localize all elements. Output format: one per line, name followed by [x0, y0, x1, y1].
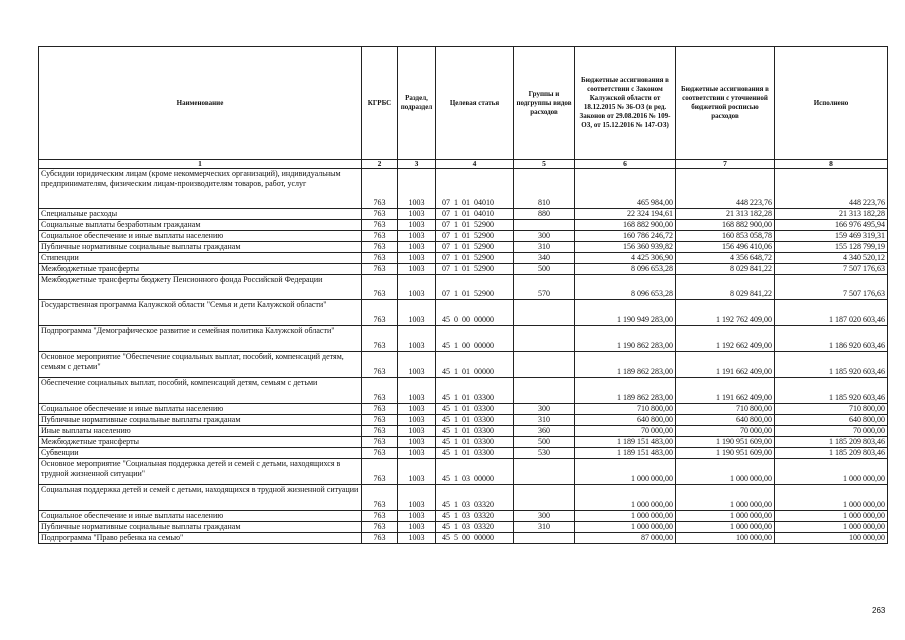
row-revised-allocation: 1 191 662 409,00 — [676, 378, 775, 404]
row-target-article: 07 1 01 04010 — [436, 169, 514, 209]
row-target-article: 45 1 01 03300 — [436, 426, 514, 437]
row-target-article: 45 1 03 00000 — [436, 459, 514, 485]
row-revised-allocation: 1 000 000,00 — [676, 511, 775, 522]
row-target-article: 45 1 01 03300 — [436, 404, 514, 415]
row-revised-allocation: 21 313 182,28 — [676, 209, 775, 220]
row-law-allocation: 1 190 862 283,00 — [575, 326, 676, 352]
header-law-allocations: Бюджетные ассигнования в соответствии с Законом Калужской области от 18.12.2015 № 36-ОЗ (в ред. Законов от 29.08.2016 № 109-ОЗ, от 15.12.2016 № 147-ОЗ) — [575, 47, 676, 160]
row-executed: 640 800,00 — [775, 415, 888, 426]
row-name: Государственная программа Калужской области "Семья и дети Калужской области" — [39, 300, 362, 326]
row-target-article: 45 1 01 03300 — [436, 437, 514, 448]
row-name: Публичные нормативные социальные выплаты гражданам — [39, 415, 362, 426]
header-revised-allocations: Бюджетные ассигнования в соответствии с уточненной бюджетной росписью расходов — [676, 47, 775, 160]
row-expense-group: 340 — [514, 253, 575, 264]
row-kgrbs: 763 — [362, 533, 398, 544]
row-law-allocation: 8 096 653,28 — [575, 275, 676, 300]
row-revised-allocation: 8 029 841,22 — [676, 275, 775, 300]
row-executed: 159 469 319,31 — [775, 231, 888, 242]
row-law-allocation: 4 425 306,90 — [575, 253, 676, 264]
col-number: 7 — [676, 160, 775, 169]
row-expense-group: 500 — [514, 264, 575, 275]
row-name: Обеспечение социальных выплат, пособий, компенсаций детям, семьям с детьми — [39, 378, 362, 404]
row-razdel: 1003 — [398, 448, 436, 459]
row-expense-group: 360 — [514, 426, 575, 437]
row-razdel: 1003 — [398, 169, 436, 209]
row-expense-group: 310 — [514, 522, 575, 533]
row-revised-allocation: 160 853 058,78 — [676, 231, 775, 242]
row-executed: 448 223,76 — [775, 169, 888, 209]
table-row — [39, 459, 888, 485]
col-number: 8 — [775, 160, 888, 169]
row-executed: 1 185 209 803,46 — [775, 437, 888, 448]
row-target-article: 45 1 00 00000 — [436, 326, 514, 352]
row-law-allocation: 160 786 246,72 — [575, 231, 676, 242]
row-razdel: 1003 — [398, 264, 436, 275]
row-name: Иные выплаты населению — [39, 426, 362, 437]
row-executed: 1 186 920 603,46 — [775, 326, 888, 352]
row-revised-allocation: 168 882 900,00 — [676, 220, 775, 231]
table-row — [39, 533, 888, 544]
row-name: Социальное обеспечение и иные выплаты населению — [39, 511, 362, 522]
row-expense-group — [514, 352, 575, 378]
row-expense-group — [514, 459, 575, 485]
table-row — [39, 242, 888, 253]
row-razdel: 1003 — [398, 242, 436, 253]
row-revised-allocation: 1 000 000,00 — [676, 522, 775, 533]
row-expense-group: 310 — [514, 242, 575, 253]
row-revised-allocation: 1 000 000,00 — [676, 459, 775, 485]
row-kgrbs: 763 — [362, 415, 398, 426]
row-executed: 70 000,00 — [775, 426, 888, 437]
row-kgrbs: 763 — [362, 231, 398, 242]
row-revised-allocation: 8 029 841,22 — [676, 264, 775, 275]
row-razdel: 1003 — [398, 415, 436, 426]
table-row — [39, 448, 888, 459]
row-kgrbs: 763 — [362, 220, 398, 231]
row-executed: 100 000,00 — [775, 533, 888, 544]
row-razdel: 1003 — [398, 533, 436, 544]
row-kgrbs: 763 — [362, 264, 398, 275]
table-row — [39, 220, 888, 231]
row-expense-group — [514, 220, 575, 231]
table-row — [39, 522, 888, 533]
row-razdel: 1003 — [398, 209, 436, 220]
row-name: Основное мероприятие "Социальная поддержка детей и семей с детьми, находящихся в трудной жизненной ситуации" — [39, 459, 362, 485]
budget-table — [38, 46, 888, 544]
row-expense-group: 880 — [514, 209, 575, 220]
row-razdel: 1003 — [398, 511, 436, 522]
header-razdel: Раздел, подраздел — [398, 47, 436, 160]
row-target-article: 45 1 01 03300 — [436, 415, 514, 426]
row-revised-allocation: 1 000 000,00 — [676, 485, 775, 511]
row-executed: 21 313 182,28 — [775, 209, 888, 220]
row-executed: 1 185 920 603,46 — [775, 352, 888, 378]
row-expense-group: 530 — [514, 448, 575, 459]
row-razdel: 1003 — [398, 459, 436, 485]
row-expense-group: 500 — [514, 437, 575, 448]
table-row — [39, 275, 888, 300]
row-executed: 1 000 000,00 — [775, 522, 888, 533]
col-number: 3 — [398, 160, 436, 169]
row-target-article: 45 5 00 00000 — [436, 533, 514, 544]
row-law-allocation: 22 324 194,61 — [575, 209, 676, 220]
row-name: Публичные нормативные социальные выплаты гражданам — [39, 522, 362, 533]
row-law-allocation: 1 190 949 283,00 — [575, 300, 676, 326]
page-number: 263 — [872, 606, 886, 615]
table-row — [39, 404, 888, 415]
row-revised-allocation: 1 190 951 609,00 — [676, 437, 775, 448]
row-razdel: 1003 — [398, 522, 436, 533]
col-number: 6 — [575, 160, 676, 169]
row-kgrbs: 763 — [362, 352, 398, 378]
row-target-article: 07 1 01 52900 — [436, 264, 514, 275]
row-kgrbs: 763 — [362, 511, 398, 522]
row-kgrbs: 763 — [362, 426, 398, 437]
row-revised-allocation: 448 223,76 — [676, 169, 775, 209]
row-target-article: 07 1 01 52900 — [436, 253, 514, 264]
table-row — [39, 231, 888, 242]
row-executed: 1 185 209 803,46 — [775, 448, 888, 459]
col-number: 5 — [514, 160, 575, 169]
table-row — [39, 209, 888, 220]
row-name: Специальные расходы — [39, 209, 362, 220]
row-name: Социальное обеспечение и иные выплаты населению — [39, 404, 362, 415]
row-name: Публичные нормативные социальные выплаты гражданам — [39, 242, 362, 253]
table-row — [39, 352, 888, 378]
row-executed: 1 000 000,00 — [775, 485, 888, 511]
row-target-article: 07 1 01 52900 — [436, 275, 514, 300]
row-executed: 1 000 000,00 — [775, 459, 888, 485]
header-kgrbs: КГРБС — [362, 47, 398, 160]
row-executed: 155 128 799,19 — [775, 242, 888, 253]
table-row — [39, 378, 888, 404]
row-name: Межбюджетные трансферты — [39, 264, 362, 275]
row-target-article: 45 1 01 00000 — [436, 352, 514, 378]
row-law-allocation: 465 984,00 — [575, 169, 676, 209]
row-kgrbs: 763 — [362, 459, 398, 485]
header-executed: Исполнено — [775, 47, 888, 160]
header-name: Наименование — [39, 47, 362, 160]
col-number: 4 — [436, 160, 514, 169]
row-kgrbs: 763 — [362, 378, 398, 404]
row-kgrbs: 763 — [362, 275, 398, 300]
row-law-allocation: 640 800,00 — [575, 415, 676, 426]
row-name: Межбюджетные трансферты — [39, 437, 362, 448]
row-target-article: 07 1 01 52900 — [436, 231, 514, 242]
table-row — [39, 300, 888, 326]
row-revised-allocation: 70 000,00 — [676, 426, 775, 437]
row-law-allocation: 87 000,00 — [575, 533, 676, 544]
col-number: 2 — [362, 160, 398, 169]
table-row — [39, 437, 888, 448]
row-revised-allocation: 1 192 762 409,00 — [676, 300, 775, 326]
row-name: Субсидии юридическим лицам (кроме некоммерческих организаций), индивидуальным предпринимателям, физическим лицам-производителям товаров, работ, услуг — [39, 169, 362, 209]
row-executed: 1 187 020 603,46 — [775, 300, 888, 326]
row-target-article: 45 1 03 03320 — [436, 522, 514, 533]
row-razdel: 1003 — [398, 426, 436, 437]
row-expense-group: 810 — [514, 169, 575, 209]
row-executed: 1 185 920 603,46 — [775, 378, 888, 404]
row-law-allocation: 1 000 000,00 — [575, 485, 676, 511]
row-revised-allocation: 156 496 410,06 — [676, 242, 775, 253]
row-executed: 1 000 000,00 — [775, 511, 888, 522]
table-row — [39, 169, 888, 209]
row-razdel: 1003 — [398, 300, 436, 326]
row-razdel: 1003 — [398, 437, 436, 448]
row-expense-group: 300 — [514, 404, 575, 415]
row-razdel: 1003 — [398, 378, 436, 404]
row-revised-allocation: 710 800,00 — [676, 404, 775, 415]
row-kgrbs: 763 — [362, 300, 398, 326]
row-law-allocation: 710 800,00 — [575, 404, 676, 415]
row-executed: 7 507 176,63 — [775, 275, 888, 300]
row-target-article: 45 1 01 03300 — [436, 448, 514, 459]
table-row — [39, 253, 888, 264]
row-revised-allocation: 100 000,00 — [676, 533, 775, 544]
row-name: Межбюджетные трансферты бюджету Пенсионного фонда Российской Федерации — [39, 275, 362, 300]
row-executed: 4 340 520,12 — [775, 253, 888, 264]
row-revised-allocation: 640 800,00 — [676, 415, 775, 426]
row-name: Социальные выплаты безработным гражданам — [39, 220, 362, 231]
row-expense-group — [514, 378, 575, 404]
row-revised-allocation: 1 190 951 609,00 — [676, 448, 775, 459]
row-law-allocation: 1 000 000,00 — [575, 522, 676, 533]
row-razdel: 1003 — [398, 352, 436, 378]
budget-table-sheet — [38, 46, 888, 544]
table-row — [39, 415, 888, 426]
row-revised-allocation: 1 192 662 409,00 — [676, 326, 775, 352]
row-name: Социальное обеспечение и иные выплаты населению — [39, 231, 362, 242]
row-expense-group: 310 — [514, 415, 575, 426]
row-law-allocation: 1 000 000,00 — [575, 511, 676, 522]
row-kgrbs: 763 — [362, 253, 398, 264]
row-target-article: 45 1 03 03320 — [436, 511, 514, 522]
row-law-allocation: 1 000 000,00 — [575, 459, 676, 485]
row-law-allocation: 1 189 151 483,00 — [575, 437, 676, 448]
row-kgrbs: 763 — [362, 209, 398, 220]
row-razdel: 1003 — [398, 404, 436, 415]
header-row — [39, 47, 888, 160]
row-razdel: 1003 — [398, 231, 436, 242]
row-target-article: 45 0 00 00000 — [436, 300, 514, 326]
row-razdel: 1003 — [398, 326, 436, 352]
header-target-article: Целевая статья — [436, 47, 514, 160]
col-number: 1 — [39, 160, 362, 169]
row-law-allocation: 8 096 653,28 — [575, 264, 676, 275]
row-name: Стипендии — [39, 253, 362, 264]
row-law-allocation: 1 189 862 283,00 — [575, 378, 676, 404]
row-law-allocation: 156 360 939,82 — [575, 242, 676, 253]
row-target-article: 07 1 01 52900 — [436, 220, 514, 231]
row-expense-group: 300 — [514, 511, 575, 522]
row-target-article: 45 1 03 03320 — [436, 485, 514, 511]
row-kgrbs: 763 — [362, 242, 398, 253]
row-law-allocation: 70 000,00 — [575, 426, 676, 437]
row-executed: 166 976 495,94 — [775, 220, 888, 231]
row-law-allocation: 1 189 862 283,00 — [575, 352, 676, 378]
row-name: Субвенции — [39, 448, 362, 459]
row-name: Социальная поддержка детей и семей с детьми, находящихся в трудной жизненной ситуации — [39, 485, 362, 511]
row-kgrbs: 763 — [362, 485, 398, 511]
row-kgrbs: 763 — [362, 522, 398, 533]
row-kgrbs: 763 — [362, 448, 398, 459]
table-row — [39, 426, 888, 437]
row-revised-allocation: 1 191 662 409,00 — [676, 352, 775, 378]
row-name: Подпрограмма "Право ребенка на семью" — [39, 533, 362, 544]
row-target-article: 45 1 01 03300 — [436, 378, 514, 404]
table-body — [39, 169, 888, 544]
row-revised-allocation: 4 356 648,72 — [676, 253, 775, 264]
row-name: Подпрограмма "Демографическое развитие и семейная политика Калужской области" — [39, 326, 362, 352]
row-expense-group: 300 — [514, 231, 575, 242]
column-number-row — [39, 160, 888, 169]
table-row — [39, 511, 888, 522]
row-kgrbs: 763 — [362, 437, 398, 448]
row-razdel: 1003 — [398, 485, 436, 511]
row-kgrbs: 763 — [362, 326, 398, 352]
row-executed: 710 800,00 — [775, 404, 888, 415]
table-row — [39, 264, 888, 275]
row-expense-group — [514, 485, 575, 511]
row-razdel: 1003 — [398, 220, 436, 231]
row-expense-group — [514, 533, 575, 544]
row-target-article: 07 1 01 04010 — [436, 209, 514, 220]
row-law-allocation: 1 189 151 483,00 — [575, 448, 676, 459]
header-expense-group: Группы и подгруппы видов расходов — [514, 47, 575, 160]
row-executed: 7 507 176,63 — [775, 264, 888, 275]
row-kgrbs: 763 — [362, 169, 398, 209]
table-row — [39, 326, 888, 352]
row-law-allocation: 168 882 900,00 — [575, 220, 676, 231]
row-expense-group — [514, 326, 575, 352]
table-row — [39, 485, 888, 511]
row-razdel: 1003 — [398, 275, 436, 300]
row-expense-group: 570 — [514, 275, 575, 300]
row-razdel: 1003 — [398, 253, 436, 264]
row-target-article: 07 1 01 52900 — [436, 242, 514, 253]
row-expense-group — [514, 300, 575, 326]
row-kgrbs: 763 — [362, 404, 398, 415]
row-name: Основное мероприятие "Обеспечение социальных выплат, пособий, компенсаций детям, семьям с детьми" — [39, 352, 362, 378]
